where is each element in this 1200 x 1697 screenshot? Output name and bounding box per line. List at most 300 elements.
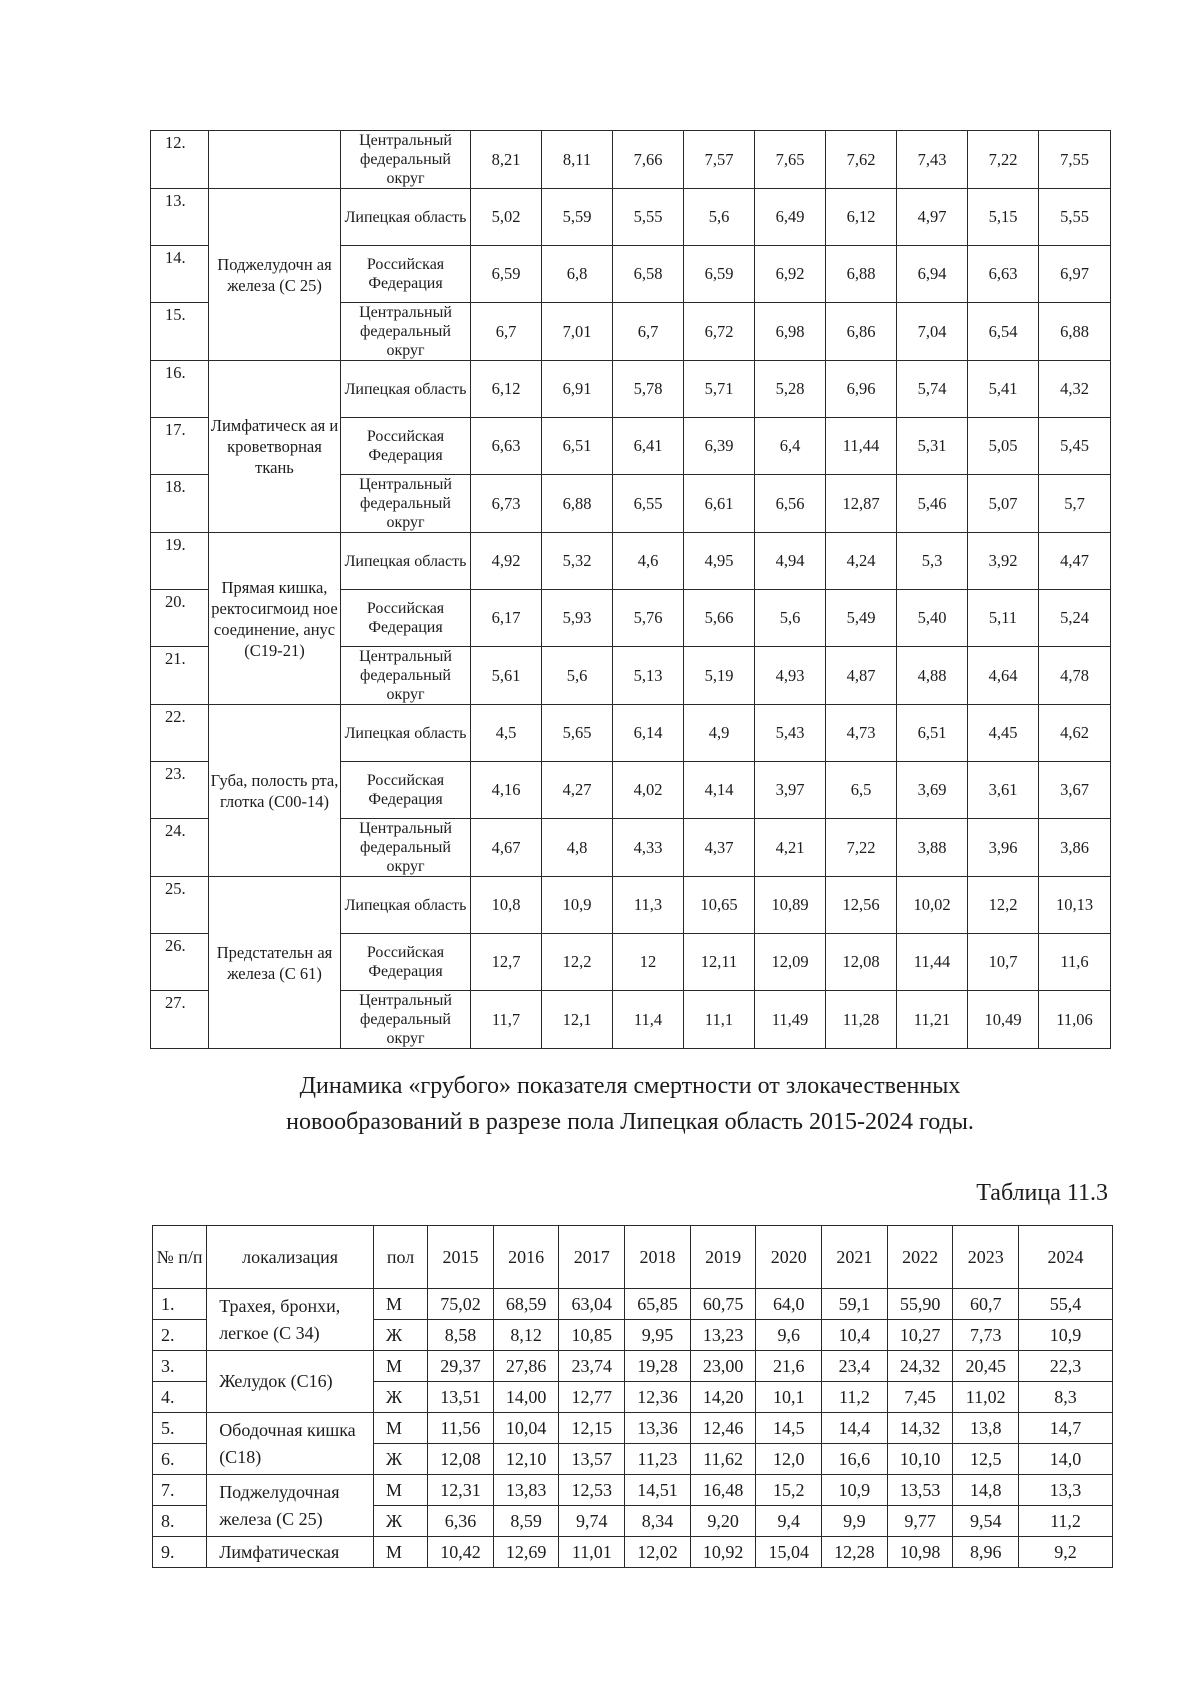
row-number: 1. (153, 1289, 207, 1320)
region-cell: Липецкая область (341, 877, 471, 934)
value-cell: 12,56 (826, 877, 897, 934)
value-cell: 10,27 (887, 1320, 953, 1351)
value-cell: 4,47 (1039, 533, 1111, 590)
row-number: 21. (151, 647, 209, 705)
value-cell: 12,36 (625, 1382, 691, 1413)
row-number: 9. (153, 1537, 207, 1568)
value-cell: 10,04 (493, 1413, 559, 1444)
value-cell: 5,78 (613, 361, 684, 418)
value-cell: 13,51 (428, 1382, 494, 1413)
value-cell: 11,1 (684, 991, 755, 1049)
value-cell: 10,13 (1039, 877, 1111, 934)
value-cell: 5,71 (684, 361, 755, 418)
value-cell: 12,87 (826, 475, 897, 533)
value-cell: 11,2 (1019, 1506, 1113, 1537)
value-cell: 14,0 (1019, 1444, 1113, 1475)
region-cell: Центральный федеральный округ (341, 819, 471, 877)
row-number: 23. (151, 762, 209, 819)
value-cell: 5,6 (755, 590, 826, 647)
value-cell: 12,15 (559, 1413, 625, 1444)
heading-line-1: Динамика «грубого» показателя смертности от злокачественных (299, 1073, 961, 1099)
header-year: 2015 (428, 1226, 494, 1289)
localization-cell: Губа, полость рта, глотка (С00-14) (209, 705, 341, 877)
value-cell: 6,88 (1039, 303, 1111, 361)
value-cell: 6,59 (684, 246, 755, 303)
localization-cell: Желудок (С16) (207, 1351, 374, 1413)
region-cell: Российская Федерация (341, 762, 471, 819)
sex-cell: М (373, 1413, 427, 1444)
value-cell: 5,65 (542, 705, 613, 762)
value-cell: 15,04 (756, 1537, 822, 1568)
value-cell: 10,65 (684, 877, 755, 934)
value-cell: 4,27 (542, 762, 613, 819)
value-cell: 5,93 (542, 590, 613, 647)
value-cell: 5,6 (684, 189, 755, 246)
sex-cell: Ж (373, 1382, 427, 1413)
value-cell: 7,45 (887, 1382, 953, 1413)
value-cell: 12 (613, 934, 684, 991)
value-cell: 4,9 (684, 705, 755, 762)
value-cell: 5,55 (613, 189, 684, 246)
region-cell: Липецкая область (341, 189, 471, 246)
region-cell: Российская Федерация (341, 246, 471, 303)
value-cell: 4,6 (613, 533, 684, 590)
value-cell: 65,85 (625, 1289, 691, 1320)
row-number: 25. (151, 877, 209, 934)
value-cell: 6,63 (968, 246, 1039, 303)
value-cell: 4,78 (1039, 647, 1111, 705)
value-cell: 11,21 (897, 991, 968, 1049)
value-cell: 4,64 (968, 647, 1039, 705)
value-cell: 5,46 (897, 475, 968, 533)
value-cell: 11,06 (1039, 991, 1111, 1049)
value-cell: 8,34 (625, 1506, 691, 1537)
header-year: 2020 (756, 1226, 822, 1289)
value-cell: 5,74 (897, 361, 968, 418)
region-cell: Российская Федерация (341, 590, 471, 647)
value-cell: 6,14 (613, 705, 684, 762)
table-row (153, 1475, 1113, 1506)
value-cell: 12,46 (690, 1413, 756, 1444)
value-cell: 7,22 (968, 131, 1039, 189)
value-cell: 4,88 (897, 647, 968, 705)
table-row (151, 705, 1111, 762)
value-cell: 19,28 (625, 1351, 691, 1382)
value-cell: 10,1 (756, 1382, 822, 1413)
value-cell: 7,62 (826, 131, 897, 189)
localization-cell: Предстательн ая железа (С 61) (209, 877, 341, 1049)
localization-cell: Поджелудочная железа (С 25) (207, 1475, 374, 1537)
row-number: 24. (151, 819, 209, 877)
value-cell: 4,02 (613, 762, 684, 819)
value-cell: 20,45 (953, 1351, 1019, 1382)
sex-cell: М (373, 1475, 427, 1506)
table-row (151, 361, 1111, 418)
value-cell: 8,59 (493, 1506, 559, 1537)
value-cell: 12,2 (542, 934, 613, 991)
value-cell: 12,31 (428, 1475, 494, 1506)
value-cell: 14,4 (822, 1413, 888, 1444)
region-cell: Липецкая область (341, 705, 471, 762)
row-number: 19. (151, 533, 209, 590)
value-cell: 14,7 (1019, 1413, 1113, 1444)
value-cell: 4,8 (542, 819, 613, 877)
value-cell: 7,04 (897, 303, 968, 361)
row-number: 4. (153, 1382, 207, 1413)
value-cell: 14,32 (887, 1413, 953, 1444)
section-heading (150, 1068, 1110, 1140)
value-cell: 5,55 (1039, 189, 1111, 246)
value-cell: 5,32 (542, 533, 613, 590)
value-cell: 9,95 (625, 1320, 691, 1351)
table-row (151, 533, 1111, 590)
value-cell: 6,94 (897, 246, 968, 303)
value-cell: 5,7 (1039, 475, 1111, 533)
value-cell: 6,91 (542, 361, 613, 418)
value-cell: 11,49 (755, 991, 826, 1049)
table-row (151, 189, 1111, 246)
value-cell: 11,23 (625, 1444, 691, 1475)
value-cell: 6,49 (755, 189, 826, 246)
value-cell: 5,59 (542, 189, 613, 246)
value-cell: 9,20 (690, 1506, 756, 1537)
value-cell: 6,63 (471, 418, 542, 475)
value-cell: 13,53 (887, 1475, 953, 1506)
value-cell: 13,8 (953, 1413, 1019, 1444)
value-cell: 29,37 (428, 1351, 494, 1382)
value-cell: 11,02 (953, 1382, 1019, 1413)
value-cell: 13,36 (625, 1413, 691, 1444)
value-cell: 7,01 (542, 303, 613, 361)
sex-cell: Ж (373, 1506, 427, 1537)
value-cell: 12,08 (826, 934, 897, 991)
value-cell: 5,41 (968, 361, 1039, 418)
value-cell: 5,05 (968, 418, 1039, 475)
value-cell: 75,02 (428, 1289, 494, 1320)
value-cell: 12,53 (559, 1475, 625, 1506)
value-cell: 4,92 (471, 533, 542, 590)
value-cell: 8,58 (428, 1320, 494, 1351)
value-cell: 12,77 (559, 1382, 625, 1413)
value-cell: 4,67 (471, 819, 542, 877)
value-cell: 3,96 (968, 819, 1039, 877)
region-cell: Центральный федеральный округ (341, 131, 471, 189)
value-cell: 6,55 (613, 475, 684, 533)
value-cell: 5,11 (968, 590, 1039, 647)
value-cell: 11,56 (428, 1413, 494, 1444)
value-cell: 5,15 (968, 189, 1039, 246)
value-cell: 55,4 (1019, 1289, 1113, 1320)
region-cell: Центральный федеральный округ (341, 647, 471, 705)
table-header-row (153, 1226, 1113, 1289)
table-row (153, 1351, 1113, 1382)
mortality-table-continued (150, 130, 1111, 1049)
value-cell: 3,69 (897, 762, 968, 819)
table-row (153, 1413, 1113, 1444)
value-cell: 13,57 (559, 1444, 625, 1475)
value-cell: 5,61 (471, 647, 542, 705)
header-year: 2016 (493, 1226, 559, 1289)
row-number: 13. (151, 189, 209, 246)
value-cell: 10,89 (755, 877, 826, 934)
value-cell: 11,4 (613, 991, 684, 1049)
value-cell: 5,07 (968, 475, 1039, 533)
value-cell: 10,9 (1019, 1320, 1113, 1351)
value-cell: 6,58 (613, 246, 684, 303)
value-cell: 5,02 (471, 189, 542, 246)
value-cell: 10,92 (690, 1537, 756, 1568)
value-cell: 7,66 (613, 131, 684, 189)
value-cell: 4,5 (471, 705, 542, 762)
value-cell: 16,48 (690, 1475, 756, 1506)
value-cell: 12,0 (756, 1444, 822, 1475)
value-cell: 4,21 (755, 819, 826, 877)
value-cell: 14,5 (756, 1413, 822, 1444)
value-cell: 11,28 (826, 991, 897, 1049)
value-cell: 60,75 (690, 1289, 756, 1320)
value-cell: 14,00 (493, 1382, 559, 1413)
value-cell: 12,5 (953, 1444, 1019, 1475)
sex-cell: М (373, 1537, 427, 1568)
value-cell: 7,73 (953, 1320, 1019, 1351)
value-cell: 10,02 (897, 877, 968, 934)
value-cell: 8,11 (542, 131, 613, 189)
value-cell: 6,61 (684, 475, 755, 533)
value-cell: 6,36 (428, 1506, 494, 1537)
value-cell: 63,04 (559, 1289, 625, 1320)
value-cell: 10,9 (822, 1475, 888, 1506)
header-year: 2022 (887, 1226, 953, 1289)
value-cell: 9,2 (1019, 1537, 1113, 1568)
value-cell: 3,86 (1039, 819, 1111, 877)
region-cell: Российская Федерация (341, 418, 471, 475)
row-number: 3. (153, 1351, 207, 1382)
value-cell: 11,7 (471, 991, 542, 1049)
value-cell: 6,39 (684, 418, 755, 475)
value-cell: 9,4 (756, 1506, 822, 1537)
value-cell: 6,88 (826, 246, 897, 303)
row-number: 2. (153, 1320, 207, 1351)
value-cell: 5,66 (684, 590, 755, 647)
row-number: 26. (151, 934, 209, 991)
value-cell: 5,24 (1039, 590, 1111, 647)
region-cell: Российская Федерация (341, 934, 471, 991)
value-cell: 6,54 (968, 303, 1039, 361)
localization-cell-empty (209, 131, 341, 189)
value-cell: 16,6 (822, 1444, 888, 1475)
value-cell: 6,97 (1039, 246, 1111, 303)
value-cell: 4,93 (755, 647, 826, 705)
table-row (151, 877, 1111, 934)
value-cell: 5,28 (755, 361, 826, 418)
value-cell: 6,12 (826, 189, 897, 246)
value-cell: 3,61 (968, 762, 1039, 819)
value-cell: 7,55 (1039, 131, 1111, 189)
value-cell: 7,43 (897, 131, 968, 189)
value-cell: 9,77 (887, 1506, 953, 1537)
value-cell: 6,5 (826, 762, 897, 819)
value-cell: 4,73 (826, 705, 897, 762)
region-cell: Липецкая область (341, 361, 471, 418)
table-row (151, 131, 1111, 189)
value-cell: 55,90 (887, 1289, 953, 1320)
value-cell: 11,3 (613, 877, 684, 934)
value-cell: 23,4 (822, 1351, 888, 1382)
row-number: 12. (151, 131, 209, 189)
value-cell: 23,00 (690, 1351, 756, 1382)
value-cell: 5,49 (826, 590, 897, 647)
value-cell: 10,7 (968, 934, 1039, 991)
row-number: 14. (151, 246, 209, 303)
value-cell: 6,88 (542, 475, 613, 533)
table-row (153, 1289, 1113, 1320)
value-cell: 8,12 (493, 1320, 559, 1351)
value-cell: 4,87 (826, 647, 897, 705)
value-cell: 6,98 (755, 303, 826, 361)
row-number: 18. (151, 475, 209, 533)
header-localization: локализация (207, 1226, 374, 1289)
localization-cell: Трахея, бронхи, легкое (С 34) (207, 1289, 374, 1351)
value-cell: 6,96 (826, 361, 897, 418)
value-cell: 13,3 (1019, 1475, 1113, 1506)
value-cell: 6,4 (755, 418, 826, 475)
value-cell: 11,44 (826, 418, 897, 475)
heading-line-2: новообразований в разрезе пола Липецкая область 2015-2024 годы. (286, 1109, 974, 1135)
value-cell: 11,2 (822, 1382, 888, 1413)
header-year: 2024 (1019, 1226, 1113, 1289)
localization-cell: Ободочная кишка (С18) (207, 1413, 374, 1475)
value-cell: 12,1 (542, 991, 613, 1049)
localization-cell: Лимфатическая (207, 1537, 374, 1568)
value-cell: 60,7 (953, 1289, 1019, 1320)
value-cell: 4,45 (968, 705, 1039, 762)
value-cell: 4,14 (684, 762, 755, 819)
header-year: 2023 (953, 1226, 1019, 1289)
header-year: 2018 (625, 1226, 691, 1289)
value-cell: 6,7 (613, 303, 684, 361)
sex-cell: Ж (373, 1444, 427, 1475)
value-cell: 6,86 (826, 303, 897, 361)
value-cell: 5,19 (684, 647, 755, 705)
value-cell: 9,9 (822, 1506, 888, 1537)
value-cell: 6,92 (755, 246, 826, 303)
value-cell: 10,85 (559, 1320, 625, 1351)
value-cell: 11,44 (897, 934, 968, 991)
value-cell: 21,6 (756, 1351, 822, 1382)
value-cell: 14,8 (953, 1475, 1019, 1506)
sex-cell: М (373, 1351, 427, 1382)
value-cell: 7,22 (826, 819, 897, 877)
value-cell: 4,95 (684, 533, 755, 590)
value-cell: 8,96 (953, 1537, 1019, 1568)
value-cell: 6,51 (897, 705, 968, 762)
region-cell: Центральный федеральный округ (341, 303, 471, 361)
region-cell: Центральный федеральный округ (341, 475, 471, 533)
value-cell: 15,2 (756, 1475, 822, 1506)
localization-cell: Прямая кишка, ректосигмоид ное соединение, анус (С19-21) (209, 533, 341, 705)
value-cell: 6,51 (542, 418, 613, 475)
value-cell: 6,72 (684, 303, 755, 361)
value-cell: 11,01 (559, 1537, 625, 1568)
row-number: 20. (151, 590, 209, 647)
header-year: 2017 (559, 1226, 625, 1289)
header-year: 2021 (822, 1226, 888, 1289)
value-cell: 6,17 (471, 590, 542, 647)
value-cell: 10,8 (471, 877, 542, 934)
value-cell: 22,3 (1019, 1351, 1113, 1382)
value-cell: 11,6 (1039, 934, 1111, 991)
sex-cell: Ж (373, 1320, 427, 1351)
value-cell: 9,54 (953, 1506, 1019, 1537)
value-cell: 12,09 (755, 934, 826, 991)
value-cell: 13,83 (493, 1475, 559, 1506)
row-number: 8. (153, 1506, 207, 1537)
value-cell: 12,11 (684, 934, 755, 991)
value-cell: 12,69 (493, 1537, 559, 1568)
value-cell: 12,2 (968, 877, 1039, 934)
value-cell: 10,10 (887, 1444, 953, 1475)
row-number: 6. (153, 1444, 207, 1475)
localization-cell: Лимфатическ ая и кроветворная ткань (209, 361, 341, 533)
value-cell: 10,49 (968, 991, 1039, 1049)
value-cell: 3,92 (968, 533, 1039, 590)
value-cell: 4,37 (684, 819, 755, 877)
value-cell: 6,8 (542, 246, 613, 303)
value-cell: 5,6 (542, 647, 613, 705)
header-year: 2019 (690, 1226, 756, 1289)
value-cell: 4,32 (1039, 361, 1111, 418)
value-cell: 5,40 (897, 590, 968, 647)
value-cell: 5,45 (1039, 418, 1111, 475)
value-cell: 24,32 (887, 1351, 953, 1382)
value-cell: 64,0 (756, 1289, 822, 1320)
value-cell: 12,28 (822, 1537, 888, 1568)
value-cell: 11,62 (690, 1444, 756, 1475)
value-cell: 7,65 (755, 131, 826, 189)
value-cell: 14,20 (690, 1382, 756, 1413)
row-number: 22. (151, 705, 209, 762)
mortality-by-sex-table (152, 1225, 1113, 1568)
header-sex: пол (373, 1226, 427, 1289)
value-cell: 12,7 (471, 934, 542, 991)
value-cell: 9,74 (559, 1506, 625, 1537)
value-cell: 6,41 (613, 418, 684, 475)
value-cell: 6,12 (471, 361, 542, 418)
value-cell: 6,7 (471, 303, 542, 361)
value-cell: 3,67 (1039, 762, 1111, 819)
value-cell: 59,1 (822, 1289, 888, 1320)
row-number: 17. (151, 418, 209, 475)
row-number: 27. (151, 991, 209, 1049)
value-cell: 12,10 (493, 1444, 559, 1475)
value-cell: 10,4 (822, 1320, 888, 1351)
localization-cell: Поджелудочн ая железа (С 25) (209, 189, 341, 361)
table-caption: Таблица 11.3 (976, 1180, 1108, 1206)
value-cell: 10,9 (542, 877, 613, 934)
value-cell: 8,3 (1019, 1382, 1113, 1413)
value-cell: 5,13 (613, 647, 684, 705)
region-cell: Центральный федеральный округ (341, 991, 471, 1049)
value-cell: 23,74 (559, 1351, 625, 1382)
row-number: 15. (151, 303, 209, 361)
row-number: 5. (153, 1413, 207, 1444)
value-cell: 6,73 (471, 475, 542, 533)
row-number: 16. (151, 361, 209, 418)
value-cell: 68,59 (493, 1289, 559, 1320)
region-cell: Липецкая область (341, 533, 471, 590)
value-cell: 4,94 (755, 533, 826, 590)
value-cell: 4,33 (613, 819, 684, 877)
